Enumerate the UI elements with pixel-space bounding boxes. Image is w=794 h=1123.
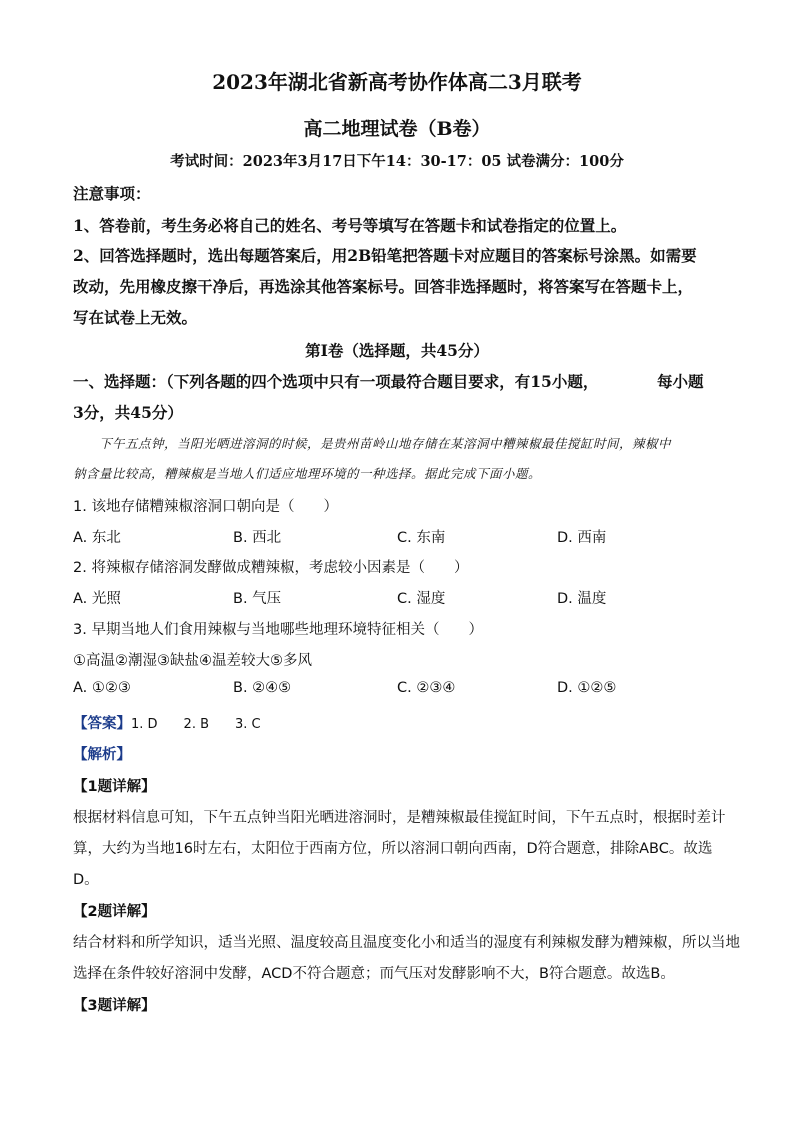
note-item-2: 2、回答选择题时，选出每题答案后，用2B铅笔把答题卡对应题目的答案标号涂黑。如需要 bbox=[73, 246, 697, 265]
note-item-1: 1、答卷前，考生务必将自己的姓名、考号等填写在答题卡和试卷指定的位置上。 bbox=[73, 216, 627, 235]
material-line-1: 下午五点钟，当阳光晒进溶洞的时候，是贵州苗岭山地存储在某溶洞中糟辣椒最佳搅缸时间，辣椒中 bbox=[99, 436, 672, 451]
exam-title: 2023年湖北省新高考协作体高二3月联考 bbox=[212, 70, 582, 94]
q1-option-b: B. 西北 bbox=[233, 530, 282, 546]
q2-option-d: D. 温度 bbox=[557, 591, 607, 607]
exam-subtitle: 高二地理试卷（B卷） bbox=[303, 118, 491, 140]
section-title: 第Ⅰ卷（选择题，共45分） bbox=[305, 341, 489, 360]
question-3-factors: ①高温②潮湿③缺盐④温差较大⑤多风 bbox=[73, 653, 312, 669]
note-item-2-end: 写在试卷上无效。 bbox=[73, 308, 198, 327]
question-3-stem: 3. 早期当地人们食用辣椒与当地哪些地理环境特征相关（ ） bbox=[73, 622, 483, 638]
q3-option-c: C. ②③④ bbox=[397, 680, 456, 696]
exam-info: 考试时间：2023年3月17日下午14：30-17：05 试卷满分：100分 bbox=[170, 153, 624, 170]
q1-detail-line-1: 根据材料信息可知，下午五点钟当阳光晒进溶洞时，是糟辣椒最佳搅缸时间，下午五点时，根据时差计 bbox=[73, 810, 726, 826]
q2-option-a: A. 光照 bbox=[73, 591, 121, 607]
analysis-label: 【解析】 bbox=[73, 747, 131, 763]
part-heading-main: 一、选择题：（下列各题的四个选项中只有一项最符合题目要求，有15小题， bbox=[73, 372, 599, 391]
q2-detail-line-1: 结合材料和所学知识，适当光照、温度较高且温度变化小和适当的湿度有利辣椒发酵为糟辣椒，所以当地 bbox=[73, 935, 740, 951]
q2-detail-line-2: 选择在条件较好溶洞中发酵，ACD不符合题意；而气压对发酵影响不大，B符合题意。故选B。 bbox=[73, 966, 675, 982]
question-1-stem: 1. 该地存储糟辣椒溶洞口朝向是（ ） bbox=[73, 499, 338, 515]
part-heading-tail: 每小题 bbox=[657, 372, 704, 391]
q1-detail-line-3: D。 bbox=[73, 872, 99, 888]
q1-option-c: C. 东南 bbox=[397, 530, 446, 546]
answer-label: 【答案】 bbox=[73, 716, 131, 732]
q3-option-b: B. ②④⑤ bbox=[233, 680, 292, 696]
part-heading-line2: 3分，共45分） bbox=[73, 403, 183, 422]
answer-line bbox=[73, 712, 723, 733]
part-heading bbox=[73, 370, 723, 392]
note-item-2-cont: 改动，先用橡皮擦干净后，再选涂其他答案标号。回答非选择题时，将答案写在答题卡上， bbox=[73, 277, 694, 296]
q1-detail-label: 【1题详解】 bbox=[73, 779, 156, 795]
q2-option-c: C. 湿度 bbox=[397, 591, 446, 607]
question-2-stem: 2. 将辣椒存储溶洞发酵做成糟辣椒，考虑较小因素是（ ） bbox=[73, 560, 469, 576]
q2-detail-label: 【2题详解】 bbox=[73, 904, 156, 920]
q3-detail-label: 【3题详解】 bbox=[73, 998, 156, 1014]
notes-heading: 注意事项： bbox=[73, 184, 151, 203]
q3-option-a: A. ①②③ bbox=[73, 680, 131, 696]
material-line-2: 钠含量比较高，糟辣椒是当地人们适应地理环境的一种选择。据此完成下面小题。 bbox=[73, 466, 542, 481]
answer-values: 1. D 2. B 3. C bbox=[131, 717, 261, 732]
q1-option-a: A. 东北 bbox=[73, 530, 121, 546]
q2-option-b: B. 气压 bbox=[233, 591, 282, 607]
q3-option-d: D. ①②⑤ bbox=[557, 680, 617, 696]
q1-option-d: D. 西南 bbox=[557, 530, 607, 546]
q1-detail-line-2: 算，大约为当地16时左右，太阳位于西南方位，所以溶洞口朝向西南，D符合题意，排除ABC。故选 bbox=[73, 841, 713, 857]
